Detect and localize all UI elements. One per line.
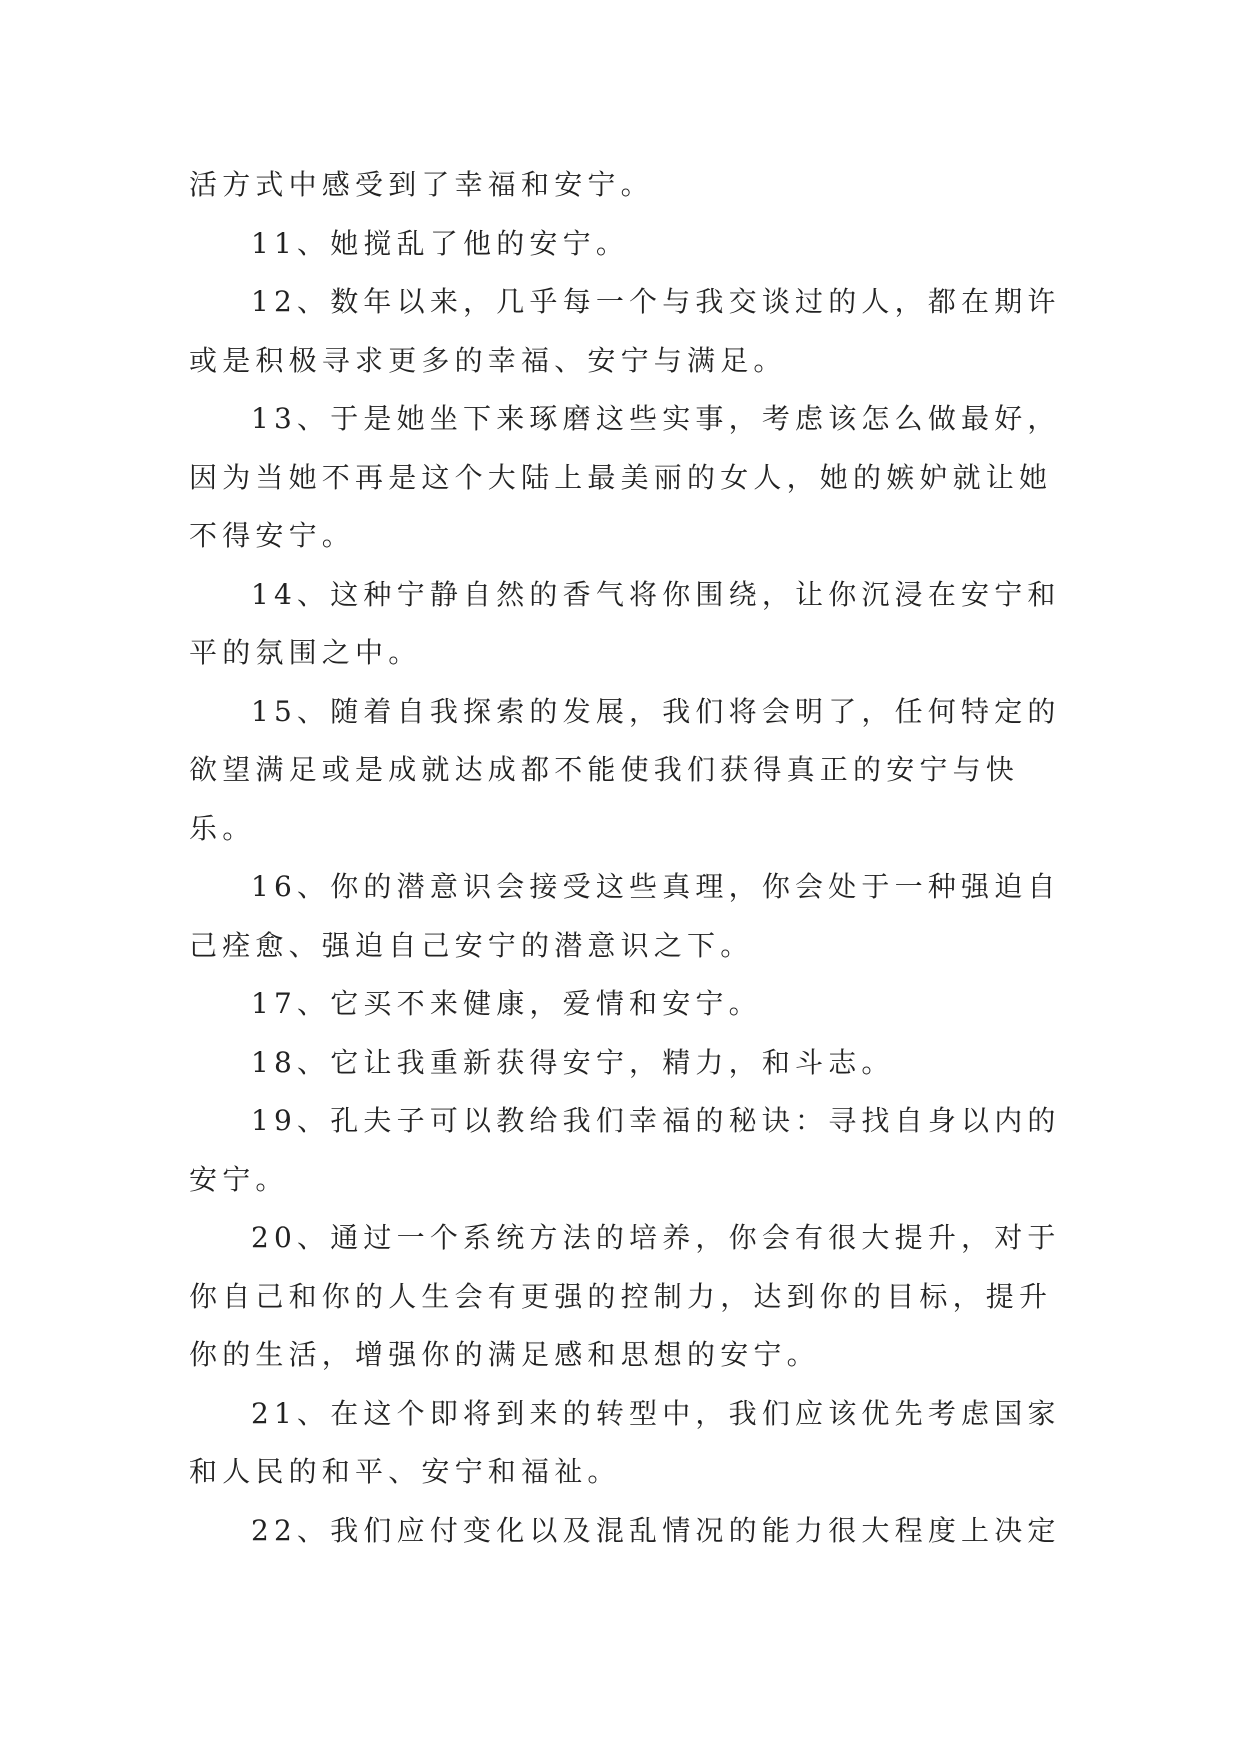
text-line: 20、通过一个系统方法的培养，你会有很大提升，对于 bbox=[251, 1221, 1061, 1254]
text-line: 安宁。 bbox=[189, 1162, 289, 1196]
text-line: 21、在这个即将到来的转型中，我们应该优先考虑国家 bbox=[251, 1396, 1061, 1430]
text-line: 平的氛围之中。 bbox=[189, 636, 422, 669]
text-line: 和人民的和平、安宁和福祉。 bbox=[189, 1455, 621, 1488]
text-line: 11、她搅乱了他的安宁。 bbox=[251, 226, 630, 260]
document-body bbox=[189, 156, 1061, 1560]
text-line: 14、这种宁静自然的香气将你围绕，让你沉浸在安宁和 bbox=[251, 577, 1061, 611]
text-line: 乐。 bbox=[189, 811, 256, 845]
text-line: 或是积极寻求更多的幸福、安宁与满足。 bbox=[189, 343, 787, 377]
text-line: 因为当她不再是这个大陆上最美丽的女人，她的嫉妒就让她 bbox=[189, 460, 1053, 494]
text-line: 22、我们应付变化以及混乱情况的能力很大程度上决定 bbox=[251, 1513, 1061, 1547]
text-line: 16、你的潜意识会接受这些真理，你会处于一种强迫自 bbox=[251, 870, 1061, 903]
text-line: 18、它让我重新获得安宁，精力，和斗志。 bbox=[251, 1045, 895, 1079]
text-line: 17、它买不来健康，爱情和安宁。 bbox=[251, 987, 762, 1020]
text-line: 你自己和你的人生会有更强的控制力，达到你的目标，提升 bbox=[189, 1279, 1053, 1313]
text-line: 己痊愈、强迫自己安宁的潜意识之下。 bbox=[189, 928, 754, 962]
text-line: 19、孔夫子可以教给我们幸福的秘诀：寻找自身以内的 bbox=[251, 1104, 1061, 1137]
text-line: 13、于是她坐下来琢磨这些实事，考虑该怎么做最好， bbox=[251, 402, 1061, 435]
text-line: 你的生活，增强你的满足感和思想的安宁。 bbox=[189, 1338, 820, 1371]
text-line: 活方式中感受到了幸福和安宁。 bbox=[189, 168, 654, 201]
text-line: 15、随着自我探索的发展，我们将会明了，任何特定的 bbox=[251, 694, 1061, 728]
text-line: 12、数年以来，几乎每一个与我交谈过的人，都在期许 bbox=[251, 285, 1061, 318]
text-line: 欲望满足或是成就达成都不能使我们获得真正的安宁与快 bbox=[189, 753, 1020, 786]
text-line: 不得安宁。 bbox=[189, 519, 356, 552]
